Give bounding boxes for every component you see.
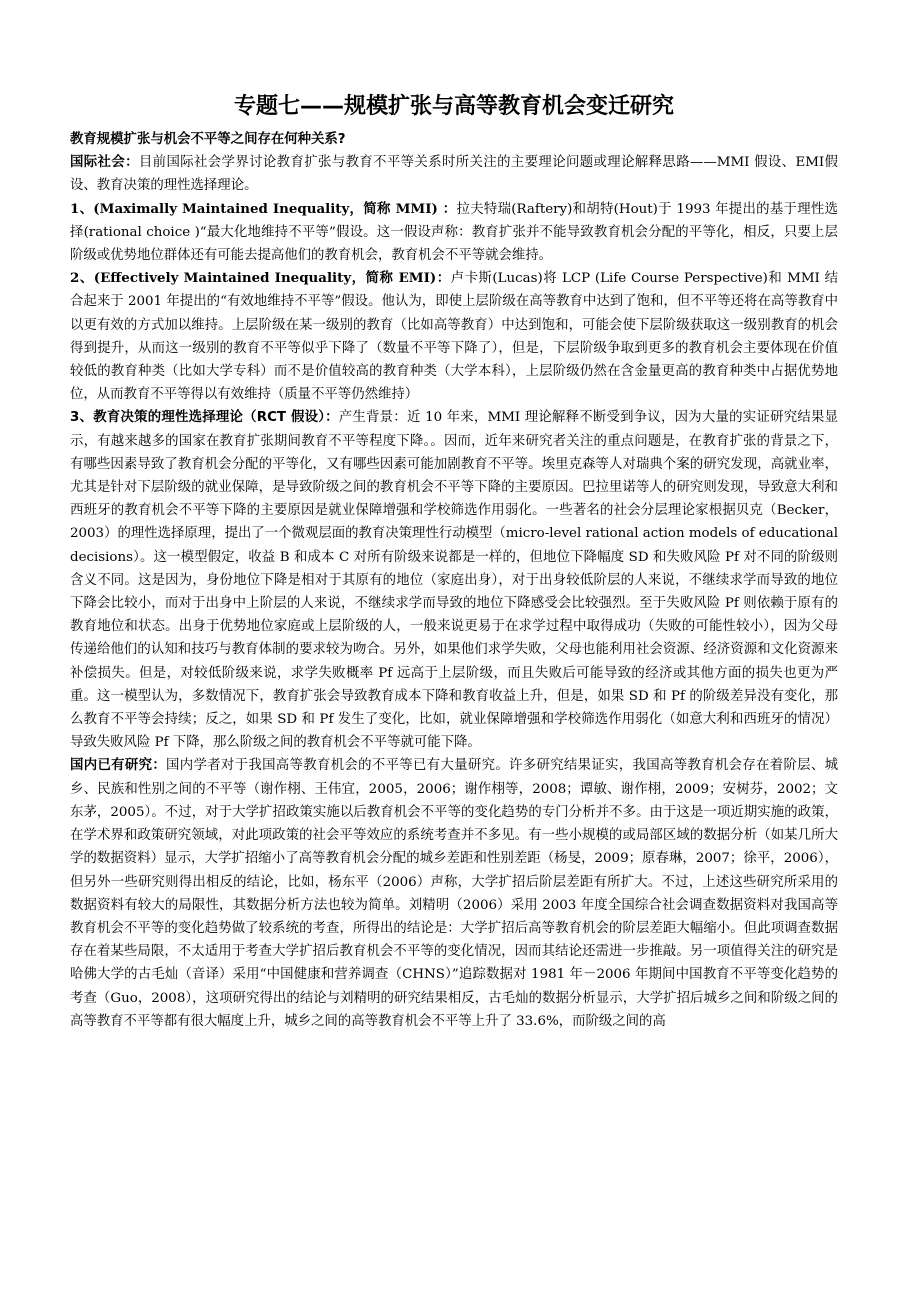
section-emi (70, 267, 838, 406)
rct-text: 产生背景：近 10 年来，MMI 理论解释不断受到争议，因为大量的实证研究结果显示，有越来越多的国家在教育扩张期间教育不平等程度下降。。因而，近年来研究者关注的重点问题是，在教育扩张的背景之下，有哪些因素导致了教育机会分配的平等化，又有哪些因素可能加剧教育不平等。埃里克森等人对瑞典个案的研究发现，高就业率，尤其是针对下层阶级的就业保障，是导致阶级之间的教育机会不平等下降的主要原因。巴拉里诺等人的研究则发现，导致意大利和西班牙的教育机会不平等下降的主要原因是就业保障增强和学校筛选作用弱化。一些著名的社会分层理论家根据贝克（Becker，2003）的理性选择原理，提出了一个微观层面的教育决策理性行动模型（micro-level rational action models of educational decisions）。这一模型假定，收益 B 和成本 C 对所有阶级来说都是一样的，但地位下降幅度 SD 和失败风险 Pf 对不同的阶级则含义不同。这是因为，身份地位下降是相对于其原有的地位（家庭出身），对于出身较低阶层的人来说，不继续求学而导致的地位下降会比较小，而对于出身中上阶层的人来说，不继续求学而导致的地位下降感受会比较强烈。至于失败风险 Pf 则依赖于原有的教育地位和状态。出身于优势地位家庭或上层阶级的人，一般来说更易于在求学过程中取得成功（失败的可能性较小），因为父母传递给他们的认知和技巧与教育体制的要求较为吻合。另外，如果他们求学失败，父母也能利用社会资源、经济资源和文化资源来补偿损失。但是，对较低阶级来说，求学失败概率 Pf 远高于上层阶级，而且失败后可能导致的经济或其他方面的损失也更为严重。这一模型认为，多数情况下，教育扩张会导致教育成本下降和教育收益上升，但是，如果 SD 和 Pf 的阶级差异没有变化，那么教育不平等会持续；反之，如果 SD 和 Pf 发生了变化，比如，就业保障增强和学校筛选作用弱化（如意大利和西班牙的情况）导致失败风险 Pf 下降，那么阶级之间的教育机会不平等就可能下降。 (70, 410, 839, 751)
international-label: 国际社会： (70, 155, 139, 171)
section-question (70, 128, 838, 151)
question-heading: 教育规模扩张与机会不平等之间存在何种关系? (70, 132, 346, 147)
rct-label: 3、教育决策的理性选择理论（RCT 假设）： (70, 410, 339, 426)
section-mmi (70, 198, 838, 268)
section-rct (70, 406, 838, 754)
section-international (70, 151, 838, 197)
mmi-label: 1、(Maximally Maintained Inequality，简称 MMI) ： (70, 200, 457, 217)
emi-label: 2、(Effectively Maintained Inequality，简称 EMI)： (70, 270, 451, 287)
emi-text: 卢卡斯(Lucas)将 LCP (Life Course Perspective)和 MMI 结合起来于 2001 年提出的“有效地维持不平等”假设。他认为，即使上层阶级在高等教育中达到了饱和，但不平等还将在高等教育中以更有效的方式加以维持。上层阶级在某一级别的教育（比如高等教育）中达到饱和，可能会使下层阶级获取这一级别教育的机会得到提升，从而这一级别的教育不平等似乎下降了（数量不平等下降了），但是，下层阶级争取到更多的教育机会主要体现在价值较低的教育种类（比如大学专科）而不是价值较高的教育种类（大学本科），上层阶级仍然在含金量更高的教育种类中占据优势地位，从而教育不平等得以有效维持（质量不平等仍然维持） (70, 271, 838, 403)
domestic-label: 国内已有研究： (70, 758, 167, 774)
international-text: 目前国际社会学界讨论教育扩张与教育不平等关系时所关注的主要理论问题或理论解释思路——MMI 假设、EMI假设、教育决策的理性选择理论。 (70, 155, 838, 194)
document-page (70, 92, 838, 1033)
document-title: 专题七——规模扩张与高等教育机会变迁研究 (233, 94, 674, 119)
section-domestic (70, 754, 838, 1032)
mmi-text: 拉夫特瑞(Raftery)和胡特(Hout)于 1993 年提出的基于理性选择(rational choice )“最大化地维持不平等”假设。这一假设声称：教育扩张并不能导致教育机会分配的平等化，相反，只要上层阶级或优势地位群体还有可能去提高他们的教育机会，教育机会不平等就会维持。 (70, 201, 838, 264)
domestic-text: 国内学者对于我国高等教育机会的不平等已有大量研究。许多研究结果证实，我国高等教育机会存在着阶层、城乡、民族和性别之间的不平等（谢作栩、王伟宜，2005，2006；谢作栩等，2008；谭敏、谢作栩，2009；安树芬，2002；文东茅，2005）。不过，对于大学扩招政策实施以后教育机会不平等的变化趋势的专门分析并不多。由于这是一项近期实施的政策，在学术界和政策研究领域，对此项政策的社会平等效应的系统考查并不多见。有一些小规模的或局部区域的数据分析（如某几所大学的数据资料）显示，大学扩招缩小了高等教育机会分配的城乡差距和性别差距（杨旻，2009；原春琳，2007；徐平，2006），但另外一些研究则得出相反的结论，比如，杨东平（2006）声称，大学扩招后阶层差距有所扩大。不过，上述这些研究所采用的数据资料有较大的局限性，其数据分析方法也较为简单。刘精明（2006）采用 2003 年度全国综合社会调查数据资料对我国高等教育机会不平等的变化趋势做了较系统的考查，所得出的结论是：大学扩招后高等教育机会的阶层差距大幅缩小。但此项调查数据存在着某些局限，不太适用于考查大学扩招后教育机会不平等的变化情况，因而其结论还需进一步推敲。另一项值得关注的研究是哈佛大学的古毛灿（音译）采用“中国健康和营养调查（CHNS）”追踪数据对 1981 年－2006 年期间中国教育不平等变化趋势的考查（Guo，2008），这项研究得出的结论与刘精明的研究结果相反，古毛灿的数据分析显示，大学扩招后城乡之间和阶级之间的高等教育不平等都有很大幅度上升，城乡之间的高等教育机会不平等上升了 33.6%，而阶级之间的高 (70, 758, 839, 1029)
